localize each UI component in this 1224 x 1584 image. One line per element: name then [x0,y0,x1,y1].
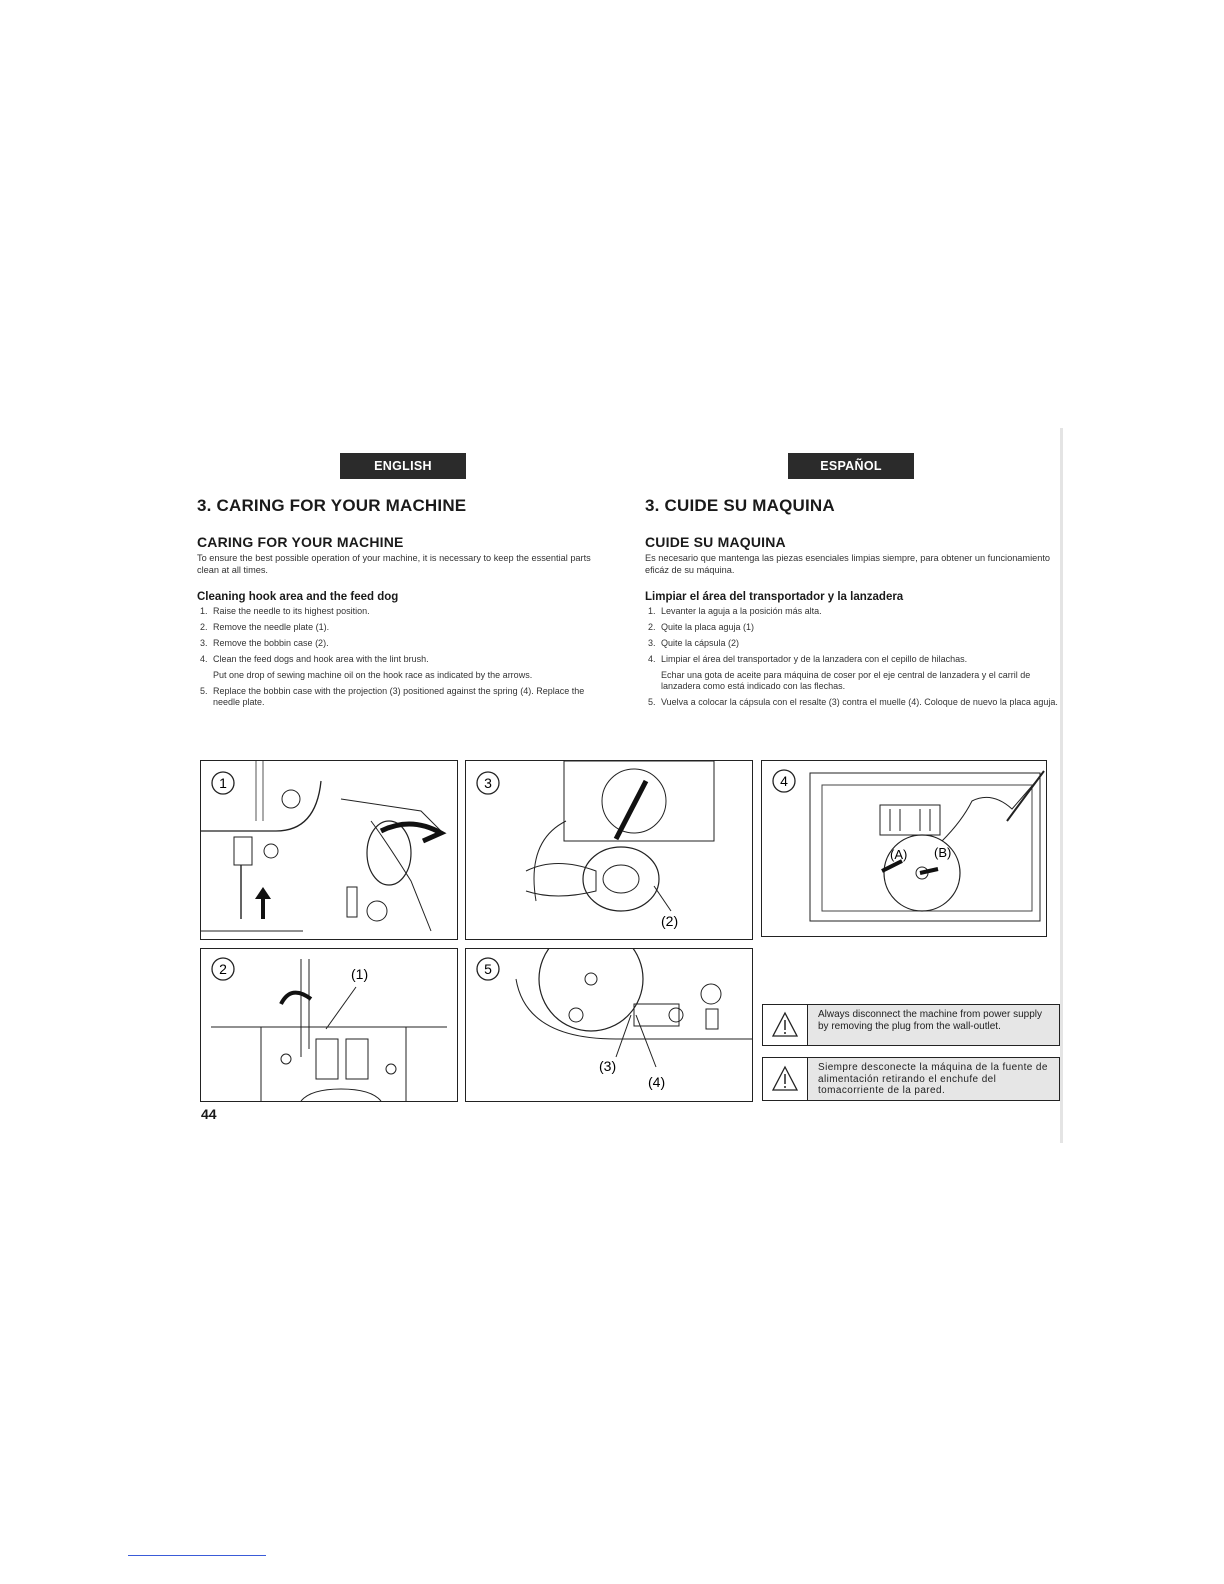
step-item: 2. Quite la placa aguja (1) [648,622,755,632]
language-badge-spanish: ESPAÑOL [788,453,914,479]
step-item: 1. Levanter la aguja a la posición más alta. [648,606,822,616]
intro-spanish: Es necesario que mantenga las piezas esenciales limpias siempre, para obtener un funcionamiento eficáz de su máquina. [645,553,1050,575]
label-a: (A) [890,847,908,862]
rotation-arrow-icon [281,993,311,1004]
figure-4 [761,760,1047,937]
figure-5-number: 5 [484,961,492,977]
section-heading-english: Cleaning hook area and the feed dog [197,591,399,603]
step-item: 3. Quite la cápsula (2) [648,638,740,648]
step-item: 4. Limpiar el área del transportador y de la lanzadera con el cepillo de hilachas. Echar una gota de aceite para máquina de coser por el eje central de lanzadera y el carril de lanzadera como está indicado con las flechas. [648,654,1031,691]
english-column [197,453,612,713]
subtitle-spanish: CUIDE SU MAQUINA [645,534,786,550]
oil-point-arrow-icon [920,869,938,873]
figure-1-number: 1 [219,775,227,791]
page-edge-shadow [1060,428,1063,1143]
step-item: 5. Vuelva a colocar la cápsula con el resalte (3) contra el muelle (4). Coloque de nuevo la placa aguja. [648,697,1058,707]
step-item: 4. Clean the feed dogs and hook area with the lint brush. Put one drop of sewing machine oil on the hook race as indicated by the arrows. [200,654,533,680]
figure-4-illustration [762,761,1046,936]
step-item: 1. Raise the needle to its highest position. [200,606,370,616]
intro-english: To ensure the best possible operation of your machine, it is necessary to keep the essential parts clean at all times. [197,553,591,575]
label-projection: (3) [599,1058,617,1074]
figure-1 [200,760,458,940]
warning-box-english [762,1004,1060,1046]
figure-2-illustration [201,949,457,1101]
section-title-spanish: 3. CUIDE SU MAQUINA [645,496,835,515]
steps-list-spanish [645,606,1060,708]
label-spring: (4) [648,1074,666,1090]
warning-text-english: Always disconnect the machine from power supply by removing the plug from the wall-outlet. [808,1005,1059,1045]
spanish-column [645,453,1060,713]
up-arrow-icon [255,887,271,919]
figure-2 [200,948,458,1102]
figure-4-number: 4 [780,773,788,789]
figure-3 [465,760,753,940]
rotation-arrow-icon [381,824,441,841]
label-b: (B) [934,845,952,860]
warning-triangle-icon [763,1005,807,1045]
step-item: 2. Remove the needle plate (1). [200,622,330,632]
steps-list-english [197,606,612,708]
warning-triangle-icon [763,1058,807,1100]
figure-2-number: 2 [219,961,227,977]
pointer-arrow-icon [616,781,646,839]
label-bobbin-case: (2) [661,913,679,929]
warning-text-spanish: Siempre desconecte la máquina de la fuente de alimentación retirando el enchufe del tomacorriente de la pared. [808,1058,1059,1100]
step-item: 3. Remove the bobbin case (2). [200,638,329,648]
figure-3-number: 3 [484,775,492,791]
page-number: 44 [201,1106,217,1122]
step-item: 5. Replace the bobbin case with the projection (3) positioned against the spring (4). Replace the needle plate. [200,686,585,707]
section-title-english: 3. CARING FOR YOUR MACHINE [197,496,467,515]
figure-5-illustration [466,949,752,1101]
warning-box-spanish [762,1057,1060,1101]
section-heading-spanish: Limpiar el área del transportador y la lanzadera [645,591,904,603]
subtitle-english: CARING FOR YOUR MACHINE [197,534,404,550]
language-badge-english: ENGLISH [340,453,466,479]
footer-rule [128,1555,266,1556]
label-needle-plate: (1) [351,966,369,982]
figure-5 [465,948,753,1102]
figure-3-illustration [466,761,752,939]
figure-1-illustration [201,761,457,939]
